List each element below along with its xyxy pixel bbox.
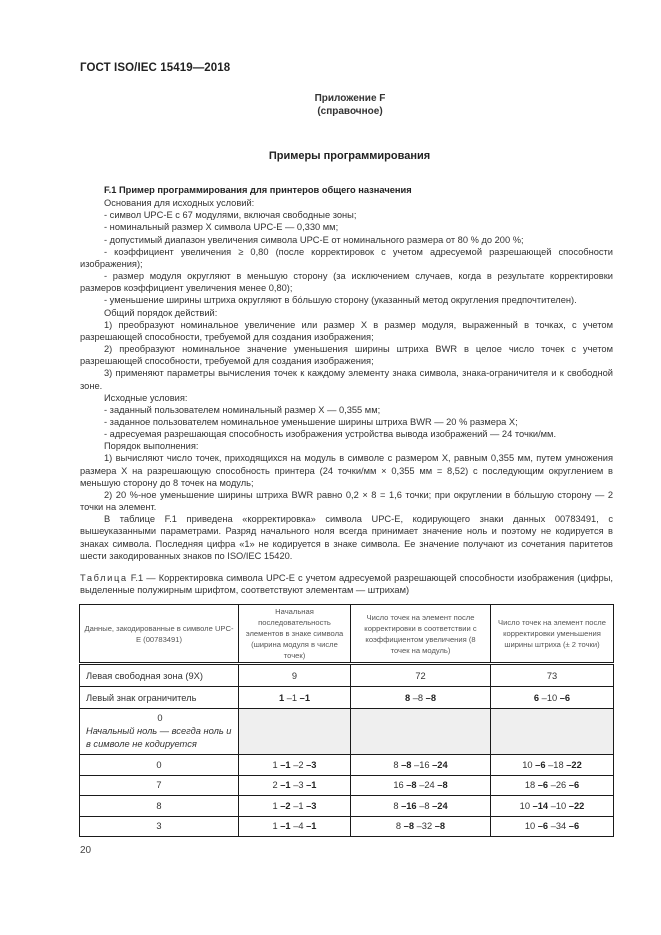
bar-value: –22 — [563, 759, 582, 770]
bar-value: –1 — [277, 821, 291, 832]
space-value: –18 — [545, 759, 564, 770]
space-value: –24 — [416, 780, 435, 791]
list-item: - уменьшение ширины штриха округляют в бóльшую сторону (указанный метод округления предпочтителен). — [104, 295, 577, 306]
paragraph: Основания для исходных условий: — [104, 198, 255, 209]
cell-data — [80, 709, 239, 755]
paragraph: В таблице F.1 приведена «корректировка» символа UPC-E, кодирующего знаки данных 00783491, с вышеуказанными параметрами. Разряд начального ноля всегда принимает значение ноль и поэтому не кодируется в знаках символа. Последняя цифра «1» не кодируется в знаке символа. Ее значение получают из сочетания паритетов шести закодированных знаков по ISO/IEC 15420. — [80, 514, 613, 561]
column-header-after-bwr: Число точек на элемент после корректировки уменьшения ширины штриха (± 2 точки) — [491, 605, 614, 664]
section-body — [80, 184, 613, 562]
column-header-data: Данные, закодированные в символе UPC-E (00783491) — [80, 605, 239, 664]
bar-value: –6 — [566, 780, 580, 791]
bar-value: –16 — [398, 800, 417, 811]
space-value: 2 — [272, 780, 278, 791]
table-row — [80, 709, 614, 755]
list-item: - размер модуля округляют в меньшую сторону (за исключением случаев, когда в результате корректировки размеров коэффициент увеличения менее 0,80); — [80, 271, 613, 294]
space-value: 10 — [519, 800, 530, 811]
paragraph: Исходные условия: — [104, 392, 188, 403]
cell-data: Левая свободная зона (9X) — [80, 664, 239, 687]
cell-after-magnification — [351, 816, 491, 837]
bar-value: –1 — [297, 692, 311, 703]
bar-value: –1 — [303, 780, 317, 791]
cell-after-magnification — [351, 755, 491, 776]
space-value: –32 — [414, 821, 433, 832]
bar-value: –22 — [566, 800, 585, 811]
cell-after-magnification — [351, 796, 491, 817]
bar-value: –14 — [530, 800, 549, 811]
annex-status: (справочное) — [317, 106, 383, 117]
bar-value: –6 — [535, 821, 549, 832]
bar-value: –8 — [403, 780, 417, 791]
space-value: 18 — [524, 780, 536, 791]
space-value: 16 — [393, 780, 404, 791]
cell-after-bwr — [491, 687, 614, 709]
cell-after-bwr — [491, 816, 614, 837]
bar-value: –24 — [429, 759, 448, 770]
list-item: - заданное пользователем номинальное уменьшение ширины штриха BWR — 20 % размера X; — [104, 416, 518, 427]
space-value: 10 — [524, 821, 536, 832]
cell-initial — [239, 755, 351, 776]
cell-initial — [239, 796, 351, 817]
cell-data-note: Начальный ноль — всегда ноль и в символе не кодируется — [86, 726, 232, 749]
bar-value: –1 — [277, 759, 291, 770]
cell-after-magnification: 72 — [351, 664, 491, 687]
cell-data: 7 — [80, 775, 239, 796]
table-row — [80, 796, 614, 817]
space-value: 1 — [272, 821, 278, 832]
space-value: –1 — [284, 692, 298, 703]
annex-label: Приложение F — [314, 93, 386, 104]
bar-value: –6 — [566, 821, 580, 832]
cell-after-bwr — [491, 775, 614, 796]
cell-data-value: 0 — [157, 713, 163, 723]
cell-initial — [239, 816, 351, 837]
space-value: 1 — [272, 800, 278, 811]
space-value: 8 — [393, 759, 399, 770]
cell-initial — [239, 775, 351, 796]
list-item: 1) преобразуют номинальное увеличение или размер X в размер модуля, выраженный в точках, с учетом разрешающей способности, требуемой для создания изображения; — [80, 319, 613, 342]
cell-initial — [239, 687, 351, 709]
document-header: ГОСТ ISO/IEC 15419—2018 — [80, 62, 231, 74]
space-value: –2 — [290, 759, 304, 770]
list-item: - заданный пользователем номинальный размер X — 0,355 мм; — [104, 404, 381, 415]
cell-after-magnification — [351, 775, 491, 796]
cell-after-bwr — [491, 755, 614, 776]
bar-value: –6 — [557, 692, 571, 703]
bar-value: –8 — [398, 759, 412, 770]
bar-value: 1 — [278, 692, 285, 703]
space-value: –10 — [539, 692, 558, 703]
space-value: 8 — [395, 821, 402, 832]
column-header-after-magnification: Число точек на элемент после корректировки в соответствии с коэффициентом увеличения (8 точек на модуль) — [351, 605, 491, 664]
page-number: 20 — [80, 845, 92, 856]
cell-data: 0 — [80, 755, 239, 776]
page-title: Примеры программирования — [268, 150, 431, 162]
space-value: 8 — [393, 800, 399, 811]
list-item: - символ UPC-E с 67 модулями, включая свободные зоны; — [104, 210, 357, 221]
bar-value: –6 — [532, 759, 546, 770]
bar-value: –3 — [303, 759, 317, 770]
paragraph: Порядок выполнения: — [104, 441, 199, 452]
list-item: - коэффициент увеличения ≥ 0,80 (после корректировок с учетом адресуемой разрешающей способности изображения); — [80, 246, 613, 269]
list-item: 3) применяют параметры вычисления точек к каждому элементу знака символа, знака-ограничителя и к свободной зоне. — [80, 368, 613, 391]
annex-heading — [290, 92, 410, 118]
bar-value: –2 — [277, 800, 291, 811]
space-value: –16 — [411, 759, 430, 770]
data-table — [79, 604, 614, 837]
list-item: 2) 20 %-ное уменьшение ширины штриха BWR равно 0,2 × 8 = 1,6 точки; при округлении в бóльшую сторону — 2 точки на элемент. — [80, 489, 613, 513]
bar-value: 8 — [404, 692, 411, 703]
bar-value: –1 — [303, 821, 317, 832]
section-heading: F.1 Пример программирования для принтеров общего назначения — [104, 185, 412, 195]
paragraph: Общий порядок действий: — [104, 307, 218, 318]
cell-initial: 9 — [239, 664, 351, 687]
bar-value: –8 — [423, 692, 437, 703]
space-value: –8 — [410, 692, 424, 703]
column-header-initial: Начальная последовательность элементов в знаке символа (ширина модуля в числе точек) — [239, 605, 351, 664]
cell-after-magnification — [351, 709, 491, 755]
space-value: 10 — [522, 759, 533, 770]
bar-value: –8 — [434, 780, 448, 791]
cell-after-bwr: 73 — [491, 664, 614, 687]
space-value: –1 — [290, 800, 304, 811]
list-item: 2) преобразуют номинальное значение уменьшения ширины штриха BWR в целое число точек с учетом разрешающей способности, требуемой для создания изображения; — [80, 344, 613, 367]
list-item: - допустимый диапазон увеличения символа UPC-E от номинального размера от 80 % до 200 %; — [104, 234, 524, 245]
cell-after-bwr — [491, 709, 614, 755]
space-value: 1 — [272, 759, 278, 770]
bar-value: –8 — [432, 821, 446, 832]
table-header-row — [80, 605, 614, 664]
table-row — [80, 664, 614, 687]
list-item: 1) вычисляют число точек, приходящихся на модуль в символе с размером X, равным 0,355 мм, путем умножения размера X на разрешающую способность принтера (24 точки/мм × 0,355 мм = 8,52) с последующим округлением в меньшую сторону до 8 точек на модуль; — [80, 453, 613, 488]
cell-after-bwr — [491, 796, 614, 817]
space-value: –26 — [548, 780, 567, 791]
space-value: –10 — [548, 800, 567, 811]
table-row — [80, 775, 614, 796]
cell-after-magnification — [351, 687, 491, 709]
space-value: –8 — [416, 800, 430, 811]
bar-value: –6 — [535, 780, 549, 791]
bar-value: –3 — [303, 800, 317, 811]
space-value: –4 — [290, 821, 304, 832]
cell-data: 8 — [80, 796, 239, 817]
table-row — [80, 755, 614, 776]
cell-data: 3 — [80, 816, 239, 837]
bar-value: –1 — [277, 780, 291, 791]
bar-value: –8 — [401, 821, 415, 832]
table-caption — [80, 572, 613, 596]
cell-data: Левый знак ограничитель — [80, 687, 239, 709]
list-item: - адресуемая разрешающая способность изображения устройства вывода изображений — 24 точки/мм. — [104, 429, 557, 440]
bar-value: 6 — [533, 692, 540, 703]
table-caption-text: F.1 — Корректировка символа UPC-E с учетом адресуемой разрешающей способности изображения (цифры, выделенные полужирным шрифтом, соответствуют элементам — штрихам) — [80, 573, 613, 596]
bar-value: –24 — [429, 800, 448, 811]
space-value: –3 — [290, 780, 304, 791]
table-row — [80, 816, 614, 837]
table-row — [80, 687, 614, 709]
list-item: - номинальный размер X символа UPC-E — 0,330 мм; — [104, 222, 339, 233]
cell-initial — [239, 709, 351, 755]
table-caption-label: Таблица — [80, 573, 128, 583]
space-value: –34 — [548, 821, 567, 832]
